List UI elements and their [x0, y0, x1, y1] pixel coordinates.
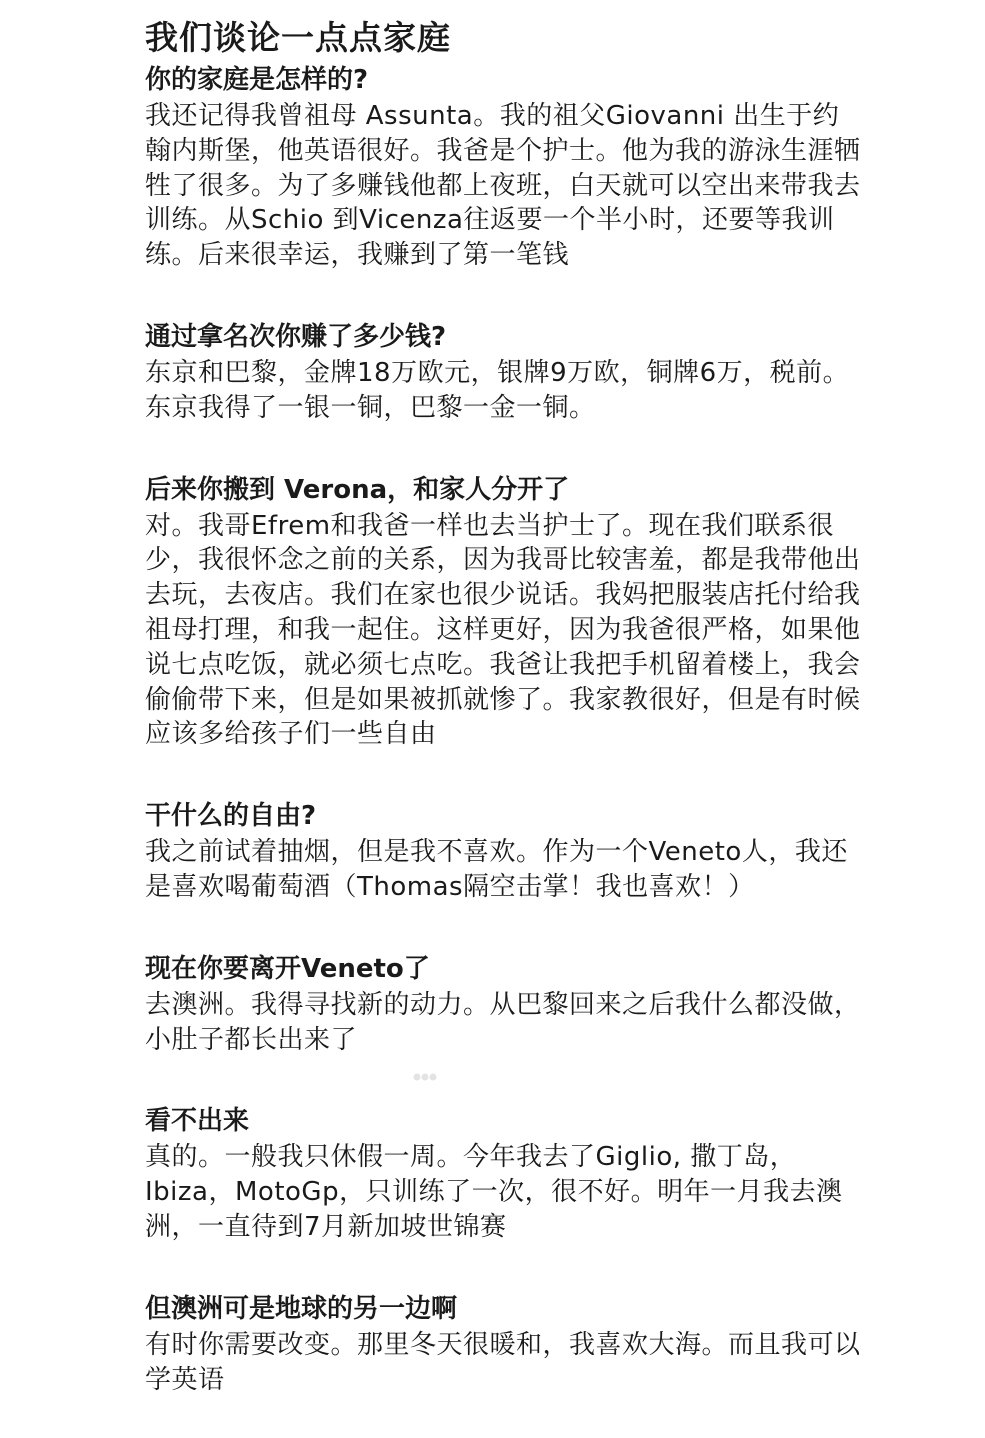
qa-section-verona	[145, 472, 865, 753]
section-spacer	[145, 752, 865, 798]
answer: 有时你需要改变。那里冬天很暖和，我喜欢大海。而且我可以学英语	[145, 1329, 861, 1395]
qa-section-leaving-veneto	[145, 951, 865, 1058]
answer: 去澳洲。我得寻找新的动力。从巴黎回来之后我什么都没做，小肚子都长出来了	[145, 989, 861, 1055]
question: 通过拿名次你赚了多少钱?	[145, 321, 447, 352]
answer: 对。我哥Efrem和我爸一样也去当护士了。现在我们联系很少，我很怀念之前的关系，因为我哥比较害羞，都是我带他出去玩，去夜店。我们在家也很少说话。我妈把服装店托付给我祖母打理，和我一起住。这样更好，因为我爸很严格，如果他说七点吃饭，就必须七点吃。我爸让我把手机留着楼上，我会偷偷带下来，但是如果被抓就惨了。我家教很好，但是有时候应该多给孩子们一些自由	[145, 510, 861, 750]
question: 看不出来	[145, 1106, 250, 1137]
watermark-icon	[412, 1068, 438, 1086]
answer: 我还记得我曾祖母 Assunta。我的祖父Giovanni 出生于约翰内斯堡，他英语很好。我爸是个护士。他为我的游泳生涯牺牲了很多。为了多赚钱他都上夜班，白天就可以空出来带我去训练。从Schio 到Vicenza往返要一个半小时，还要等我训练。后来很幸运，我赚到了第一笔钱	[145, 101, 861, 271]
qa-section-earnings	[145, 319, 865, 426]
question: 你的家庭是怎样的?	[145, 65, 369, 95]
qa-section-australia	[145, 1291, 865, 1398]
question: 干什么的自由?	[145, 801, 317, 832]
section-spacer	[145, 426, 865, 472]
qa-section-holidays	[145, 1103, 865, 1244]
section-spacer	[145, 1057, 865, 1103]
qa-section-freedom	[145, 798, 865, 905]
question: 后来你搬到 Verona，和家人分开了	[145, 474, 570, 505]
section-spacer	[145, 273, 865, 319]
page-title: 我们谈论一点点家庭	[145, 18, 451, 57]
qa-section-family	[145, 62, 865, 273]
section-spacer	[145, 1245, 865, 1291]
answer: 我之前试着抽烟，但是我不喜欢。作为一个Veneto人，我还是喜欢喝葡萄酒（Thomas隔空击掌！我也喜欢！）	[145, 837, 848, 902]
article	[145, 14, 865, 1397]
question: 但澳洲可是地球的另一边啊	[145, 1293, 458, 1324]
section-spacer	[145, 905, 865, 951]
question: 现在你要离开Veneto了	[145, 953, 430, 984]
answer: 东京和巴黎，金牌18万欧元，银牌9万欧，铜牌6万，税前。东京我得了一银一铜，巴黎一金一铜。	[145, 357, 850, 423]
answer: 真的。一般我只休假一周。今年我去了Giglio, 撒丁岛，Ibiza，MotoGp，只训练了一次，很不好。明年一月我去澳洲，一直待到7月新加坡世锦赛	[145, 1142, 843, 1242]
